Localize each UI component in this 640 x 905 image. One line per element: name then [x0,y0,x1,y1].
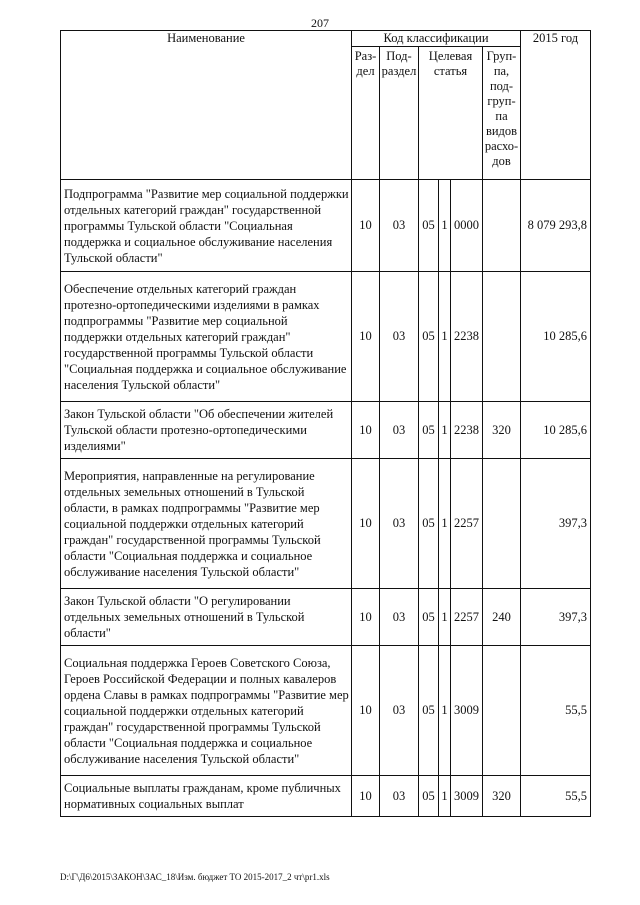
row-target-subprogram: 1 [439,180,451,272]
header-group [483,47,521,180]
row-name: Закон Тульской области "О регулировании отдельных земельных отношений в Тульской области" [61,589,352,646]
row-target-program: 05 [419,459,439,589]
row-target-subprogram: 1 [439,272,451,402]
row-subsection: 03 [380,589,419,646]
row-target-program: 05 [419,402,439,459]
row-target-program: 05 [419,272,439,402]
row-target-subprogram: 1 [439,589,451,646]
row-subsection: 03 [380,402,419,459]
row-amount: 55,5 [521,776,591,817]
row-name: Мероприятия, направленные на регулирование отдельных земельных отношений в Тульской области, в рамках подпрограммы "Развитие мер социальной поддержки отдельных категорий граждан" государственной программы Тульской области "Социальная поддержка и социальное обслуживание населения Тульской области" [61,459,352,589]
row-target-subprogram: 1 [439,402,451,459]
header-year: 2015 год [521,31,591,180]
header-line: расхо- [484,139,519,153]
row-section: 10 [352,180,380,272]
row-target-direction: 3009 [451,776,483,817]
row-target-program: 05 [419,589,439,646]
page-number: 207 [311,16,329,30]
header-line: дел [356,64,375,78]
header-line: статья [433,64,468,78]
header-subsection [380,47,419,180]
row-name: Социальные выплаты гражданам, кроме публичных нормативных социальных выплат [61,776,352,817]
row-target-subprogram: 1 [439,776,451,817]
table-row [61,589,591,646]
table-row [61,402,591,459]
header-line: груп- [487,94,516,108]
row-target-direction: 0000 [451,180,483,272]
header-line: видов [485,124,518,138]
header-classification: Код классификации [352,31,521,47]
header-line: Под- [386,49,412,63]
row-subsection: 03 [380,776,419,817]
row-group: 240 [483,589,521,646]
row-name: Социальная поддержка Героев Советского Союза, Героев Российской Федерации и полных кавалеров ордена Славы в рамках подпрограммы "Развитие мер социальной поддержки отдельных категорий граждан" государственной программы Тульской области "Социальная поддержка и социальное обслуживание населения Тульской области" [61,646,352,776]
table-row [61,459,591,589]
row-group [483,180,521,272]
header-line: раздел [381,64,417,78]
row-target-program: 05 [419,776,439,817]
row-group [483,459,521,589]
row-section: 10 [352,646,380,776]
header-line: Груп- [486,49,517,63]
header-line: Раз- [354,49,377,63]
row-section: 10 [352,459,380,589]
row-group [483,272,521,402]
header-line: дов [492,154,511,168]
row-target-direction: 2257 [451,459,483,589]
row-group: 320 [483,402,521,459]
row-name: Закон Тульской области "Об обеспечении жителей Тульской области протезно-ортопедическими изделиями" [61,402,352,459]
row-group: 320 [483,776,521,817]
row-target-subprogram: 1 [439,646,451,776]
row-amount: 10 285,6 [521,402,591,459]
header-name: Наименование [61,31,352,180]
row-section: 10 [352,776,380,817]
header-line: па, [493,64,510,78]
row-amount: 10 285,6 [521,272,591,402]
row-subsection: 03 [380,459,419,589]
row-target-subprogram: 1 [439,459,451,589]
header-target [419,47,483,180]
row-section: 10 [352,589,380,646]
row-target-program: 05 [419,180,439,272]
file-path-footer: D:\Г\Д6\2015\ЗАКОН\ЗАС_18\Изм. бюджет ТО 2015-2017_2 чт\pr1.xls [60,872,330,882]
row-target-direction: 2238 [451,272,483,402]
row-target-direction: 2238 [451,402,483,459]
row-target-direction: 3009 [451,646,483,776]
row-target-program: 05 [419,646,439,776]
row-subsection: 03 [380,272,419,402]
row-amount: 8 079 293,8 [521,180,591,272]
header-line: Целевая [428,49,473,63]
header-section [352,47,380,180]
row-group [483,646,521,776]
row-name: Подпрограмма "Развитие мер социальной поддержки отдельных категорий граждан" государственной программы Тульской области "Социальная поддержка и социальное обслуживание населения Тульской области" [61,180,352,272]
table-row [61,272,591,402]
row-section: 10 [352,272,380,402]
row-subsection: 03 [380,180,419,272]
row-amount: 397,3 [521,589,591,646]
row-target-direction: 2257 [451,589,483,646]
row-amount: 397,3 [521,459,591,589]
row-section: 10 [352,402,380,459]
table-row [61,776,591,817]
header-line: па [495,109,508,123]
table-row [61,646,591,776]
row-name: Обеспечение отдельных категорий граждан протезно-ортопедическими изделиями в рамках подпрограммы "Развитие мер социальной поддержки отдельных категорий граждан" государственной программы Тульской области "Социальная поддержка и социальное обслуживание населения Тульской области" [61,272,352,402]
row-amount: 55,5 [521,646,591,776]
table-body [61,180,591,817]
budget-table [60,30,591,817]
table-row [61,180,591,272]
header-line: под- [489,79,514,93]
row-subsection: 03 [380,646,419,776]
